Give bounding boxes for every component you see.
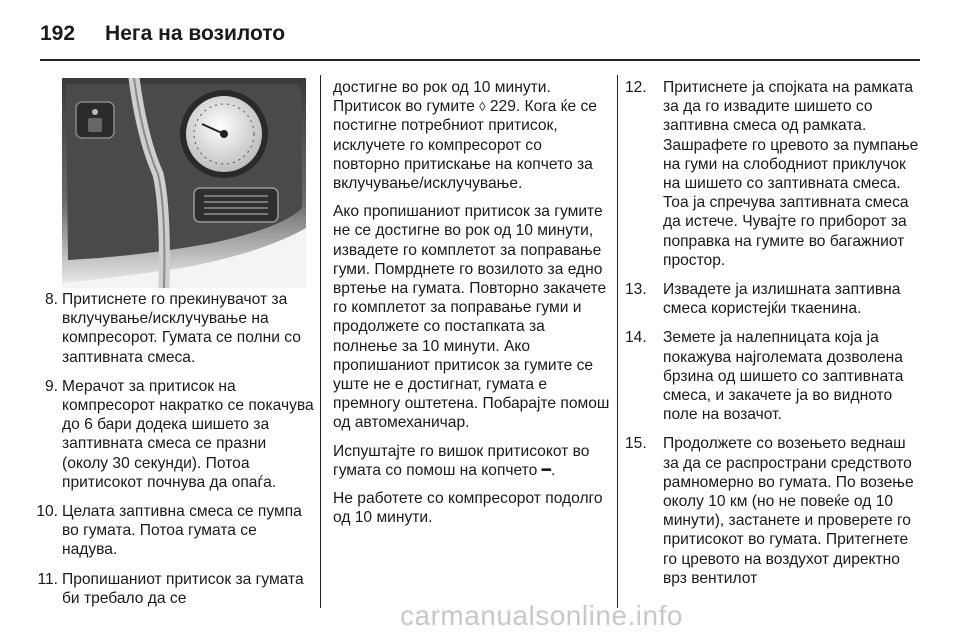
list-item: [30, 570, 315, 608]
paragraph: Ако пропишаниот притисок за гумите не се достигне во рок од 10 минути, извадете го комплетот за поправање гуми. Помрднете го возилото за едно вртење на гумата. Повторно закачете го комплетот за поправање гуми и продолжете со постапката за полнење за 10 минути. Ако пропишаниот притисок за гумите се уште не е достигнат, гумата е премногу оштетена. Побарајте помош од автомеханичар.: [333, 203, 610, 432]
item-number: 9.: [44, 377, 58, 395]
item-number: 12.: [625, 79, 647, 96]
item-text: Притиснете го прекинувачот за вклучување/исклучување на компресорот. Гумата се полни со заптивната смеса.: [62, 291, 301, 366]
column-left: [30, 290, 315, 618]
item-number: 14.: [625, 329, 647, 347]
page-header: [40, 14, 285, 54]
watermark: carmanualsonline.info: [400, 600, 683, 631]
page-title: Нега на возилото: [105, 22, 286, 45]
list-item: [625, 434, 920, 588]
item-text: Продолжете со возењето веднаш за да се распространи средството рамномерно во гумата. По возење околу 10 км (но не повеќе од 10 минути), застанете и проверете го притисокот во гумата. Притегнете го цревото на воздухот директно врз вентилот: [663, 435, 914, 587]
column-right: [625, 78, 920, 598]
item-number: 15.: [625, 435, 647, 453]
power-switch-icon: [76, 102, 114, 138]
page-number: 192: [40, 22, 76, 45]
item-text: Мерачот за притисок на компресорот накратко се покачува до 6 бари додека шишето за заптивната смеса се празни (околу 30 секунди). Потоа притисокот почнува да опаѓа.: [62, 377, 314, 491]
item-text: Земете ја налепницата која ја покажува најголемата дозволена брзина од шишето со заптивната смеса, и закачете ја во видното поле на возачот.: [663, 329, 904, 424]
page-reference-icon[interactable]: ◊: [479, 99, 486, 115]
paragraph-text: 229. Кога ќе се постигне потребниот притисок, исклучете го компресорот со повторно притискање на копчето за вклучување/исклучување.: [333, 98, 597, 193]
list-item: [625, 280, 920, 318]
column-divider-left: [320, 75, 321, 608]
item-text: Извадете ја излишната заптивна смеса користејќи ткаенина.: [663, 281, 901, 318]
list-item: [625, 78, 920, 270]
list-item: [30, 377, 315, 492]
item-number: 10.: [36, 503, 58, 521]
pressure-gauge-icon: [180, 90, 268, 178]
item-text: Пропишаниот притисок за гумата би требало да се: [62, 570, 304, 607]
paragraph: Не работете со компресорот подолго од 10 минути.: [333, 490, 603, 527]
header-rule: [40, 59, 920, 61]
list-item: [30, 502, 315, 560]
item-number: 13.: [625, 281, 647, 299]
list-item: [625, 328, 920, 424]
item-number: 11.: [37, 570, 58, 588]
compressor-illustration: [62, 78, 306, 288]
paragraph: [333, 78, 610, 193]
column-divider-right: [617, 75, 618, 608]
paragraph: Испуштајте го вишок притисокот во гумата со помош на копчето ━.: [333, 442, 590, 479]
item-number: 8.: [44, 291, 58, 308]
column-middle: [333, 78, 610, 536]
paragraph-text: достигне во рок од 10 минути. Притисок во гумите: [333, 79, 551, 116]
list-item: [30, 290, 315, 367]
hose-slot-icon: [194, 188, 278, 222]
item-text: Целата заптивна смеса се пумпа во гумата. Потоа гумата се надува.: [62, 503, 302, 559]
item-text: Притиснете ја спојката на рамката за да го извадите шишето со заптивна смеса од рамката. Зашрафете го цревото за пумпање на гуми на слободниот приклучок на шишето со заптивната смеса. Тоа ја спречува заптивната смеса да истече. Чувајте го приборот за поправка на гумите во багажниот простор.: [663, 79, 919, 269]
